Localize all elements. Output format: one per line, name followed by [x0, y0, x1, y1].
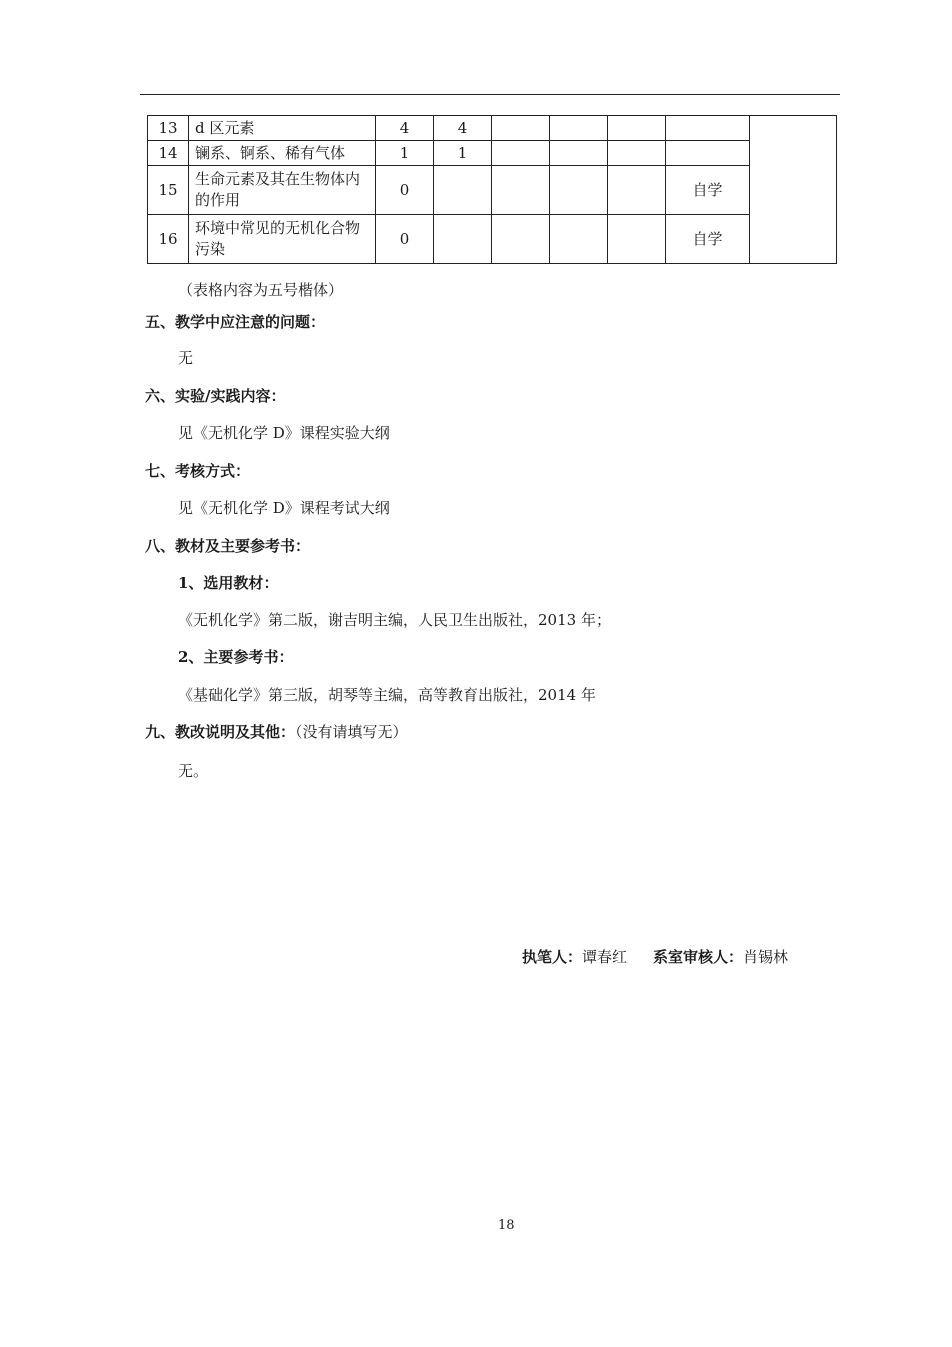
hours-cell: 1: [376, 141, 434, 166]
hours-cell: [434, 215, 492, 264]
section-6-body: 见《无机化学 D》课程实验大纲: [178, 424, 390, 442]
row-topic: 生命元素及其在生物体内的作用: [189, 166, 376, 215]
hours-cell: [492, 166, 550, 215]
note-cell: [666, 116, 750, 141]
hours-cell: 0: [376, 215, 434, 264]
hours-cell: [608, 141, 666, 166]
hours-cell: [434, 166, 492, 215]
syllabus-table: [147, 115, 837, 264]
hours-cell: [550, 141, 608, 166]
hours-cell: [492, 215, 550, 264]
row-topic: 镧系、锕系、稀有气体: [189, 141, 376, 166]
section-8-sub-textbook: 1、选用教材：: [178, 574, 279, 592]
header-rule: [140, 94, 840, 95]
writer-label: 执笔人：: [522, 948, 583, 966]
section-9-line: [145, 721, 408, 742]
section-5-body: 无: [178, 349, 194, 367]
section-9-heading: 九、教改说明及其他：: [145, 723, 296, 741]
table-caption: （表格内容为五号楷体）: [178, 281, 344, 299]
row-number: 14: [148, 141, 189, 166]
row-topic: 环境中常见的无机化合物污染: [189, 215, 376, 264]
hours-cell: [550, 166, 608, 215]
reviewer-name: 肖锡林: [743, 948, 789, 966]
row-number: 16: [148, 215, 189, 264]
section-8-sub-reference: 2、主要参考书：: [178, 648, 294, 666]
hours-cell: 4: [376, 116, 434, 141]
section-5-heading: 五、教学中应注意的问题：: [145, 313, 326, 331]
row-number: 15: [148, 166, 189, 215]
signature-line: [522, 946, 788, 967]
hours-cell: [492, 116, 550, 141]
writer-name: 谭春红: [582, 948, 628, 966]
page-number: 18: [498, 1218, 515, 1233]
section-7-body: 见《无机化学 D》课程考试大纲: [178, 499, 390, 517]
table-row: [148, 215, 837, 264]
note-cell: 自学: [666, 166, 750, 215]
hours-cell: 0: [376, 166, 434, 215]
textbook-entry: 《无机化学》第二版，谢吉明主编，人民卫生出版社，2013 年；: [178, 611, 611, 629]
merged-remarks-cell: [750, 116, 837, 264]
hours-cell: [608, 166, 666, 215]
hours-cell: [608, 116, 666, 141]
reference-entry: 《基础化学》第三版，胡琴等主编，高等教育出版社，2014 年: [178, 686, 596, 704]
section-9-body: 无。: [178, 762, 209, 780]
note-cell: [666, 141, 750, 166]
hours-cell: 4: [434, 116, 492, 141]
section-9-note: （没有请填写无）: [295, 723, 408, 741]
section-7-heading: 七、考核方式：: [145, 462, 251, 480]
hours-cell: [550, 215, 608, 264]
table-row: [148, 141, 837, 166]
section-8-heading: 八、教材及主要参考书：: [145, 537, 311, 555]
row-number: 13: [148, 116, 189, 141]
table-row: [148, 166, 837, 215]
hours-cell: [492, 141, 550, 166]
row-topic: d 区元素: [189, 116, 376, 141]
note-cell: 自学: [666, 215, 750, 264]
hours-cell: [550, 116, 608, 141]
hours-cell: [608, 215, 666, 264]
section-6-heading: 六、实验/实践内容：: [145, 387, 286, 405]
table-row: [148, 116, 837, 141]
reviewer-label: 系室审核人：: [653, 948, 744, 966]
hours-cell: 1: [434, 141, 492, 166]
